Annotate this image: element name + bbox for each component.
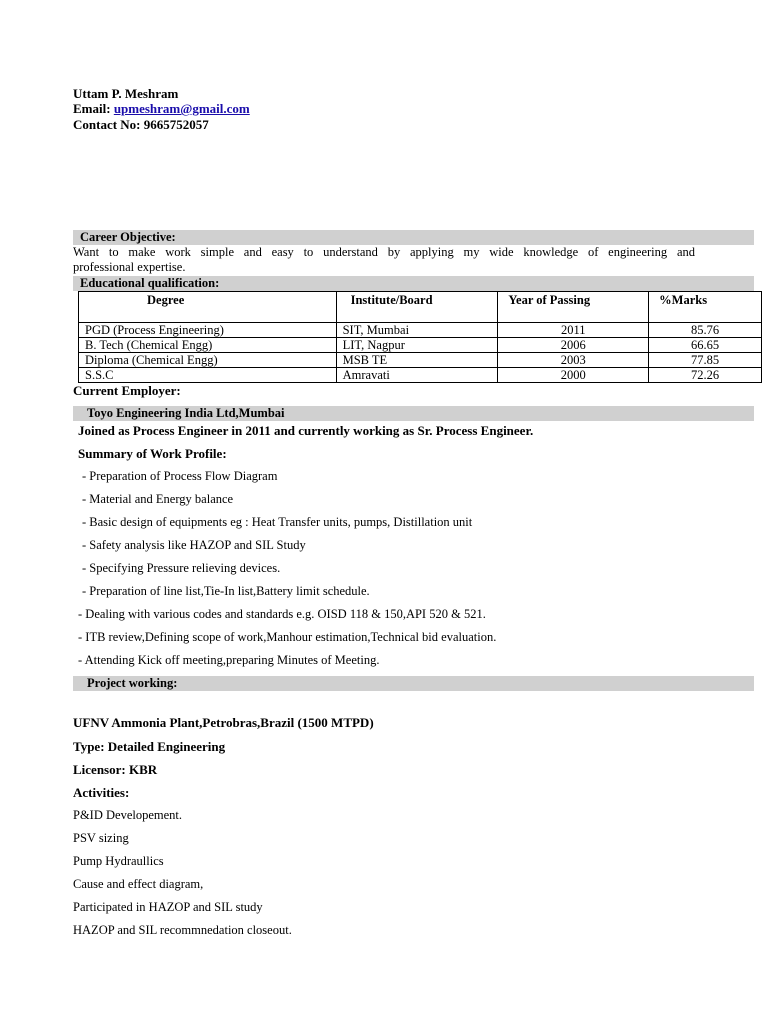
contact-line xyxy=(73,117,209,132)
table-row xyxy=(79,323,762,338)
list-item: - Safety analysis like HAZOP and SIL Study xyxy=(82,538,306,552)
list-item: PSV sizing xyxy=(73,831,129,845)
email-label: Email: xyxy=(73,101,111,116)
current-employer-heading: Current Employer: xyxy=(73,383,181,398)
year-cell: 2011 xyxy=(498,323,649,338)
marks-cell: 66.65 xyxy=(649,338,762,353)
marks-cell: 77.85 xyxy=(649,353,762,368)
list-item: Pump Hydraullics xyxy=(73,854,164,868)
list-item: Cause and effect diagram, xyxy=(73,877,204,891)
project-bar xyxy=(73,676,754,691)
table-row xyxy=(79,338,762,353)
list-item: - Dealing with various codes and standards e.g. OISD 118 & 150,API 520 & 521. xyxy=(78,607,486,621)
list-item: P&ID Developement. xyxy=(73,808,183,822)
employer-bar xyxy=(73,406,754,421)
career-objective-heading: Career Objective: xyxy=(80,230,176,244)
list-item: - ITB review,Defining scope of work,Manhour estimation,Technical bid evaluation. xyxy=(78,630,497,644)
list-item: Participated in HAZOP and SIL study xyxy=(73,900,263,914)
email-line xyxy=(73,101,250,116)
degree-cell: PGD (Process Engineering) xyxy=(79,323,337,338)
contact-number: 9665752057 xyxy=(143,117,209,132)
marks-cell: 85.76 xyxy=(649,323,762,338)
project-title: UFNV Ammonia Plant,Petrobras,Brazil (1500 MTPD) xyxy=(73,715,374,730)
email-link[interactable]: upmeshram@gmail.com xyxy=(113,101,250,116)
career-objective-bar xyxy=(73,230,754,245)
table-row xyxy=(79,353,762,368)
education-table xyxy=(78,291,762,383)
marks-cell: 72.26 xyxy=(649,368,762,383)
table-row xyxy=(79,368,762,383)
list-item: - Attending Kick off meeting,preparing Minutes of Meeting. xyxy=(78,653,380,667)
list-item: - Specifying Pressure relieving devices. xyxy=(82,561,281,575)
contact-label: Contact No: xyxy=(73,117,141,132)
institute-cell: LIT, Nagpur xyxy=(336,338,498,353)
joined-statement: Joined as Process Engineer in 2011 and currently working as Sr. Process Engineer. xyxy=(78,423,534,438)
column-header-year: Year of Passing xyxy=(498,292,649,323)
employer-company: Toyo Engineering India Ltd,Mumbai xyxy=(87,406,285,420)
candidate-name: Uttam P. Meshram xyxy=(73,86,179,101)
degree-cell: S.S.C xyxy=(79,368,337,383)
year-cell: 2006 xyxy=(498,338,649,353)
education-bar xyxy=(73,276,754,291)
list-item: - Preparation of Process Flow Diagram xyxy=(82,469,278,483)
list-item: HAZOP and SIL recommnedation closeout. xyxy=(73,923,292,937)
degree-cell: Diploma (Chemical Engg) xyxy=(79,353,337,368)
year-cell: 2003 xyxy=(498,353,649,368)
list-item: - Basic design of equipments eg : Heat Transfer units, pumps, Distillation unit xyxy=(82,515,473,529)
list-item: - Preparation of line list,Tie-In list,Battery limit schedule. xyxy=(82,584,370,598)
year-cell: 2000 xyxy=(498,368,649,383)
project-licensor: Licensor: KBR xyxy=(73,762,158,777)
activities-heading: Activities: xyxy=(73,785,130,800)
list-item: - Material and Energy balance xyxy=(82,492,234,506)
project-type: Type: Detailed Engineering xyxy=(73,739,226,754)
institute-cell: SIT, Mumbai xyxy=(336,323,498,338)
column-header-marks: %Marks xyxy=(649,292,762,323)
column-header-degree: Degree xyxy=(79,292,337,323)
institute-cell: Amravati xyxy=(336,368,498,383)
project-heading: Project working: xyxy=(87,676,178,690)
career-objective-line-1: Want to make work simple and easy to understand by applying my wide knowledge of engineering and xyxy=(73,245,695,259)
work-profile-heading: Summary of Work Profile: xyxy=(78,446,227,461)
institute-cell: MSB TE xyxy=(336,353,498,368)
education-header-row xyxy=(79,292,762,323)
column-header-institute: Institute/Board xyxy=(336,292,498,323)
career-objective-line-2: professional expertise. xyxy=(73,260,186,274)
degree-cell: B. Tech (Chemical Engg) xyxy=(79,338,337,353)
education-heading: Educational qualification: xyxy=(80,276,220,290)
